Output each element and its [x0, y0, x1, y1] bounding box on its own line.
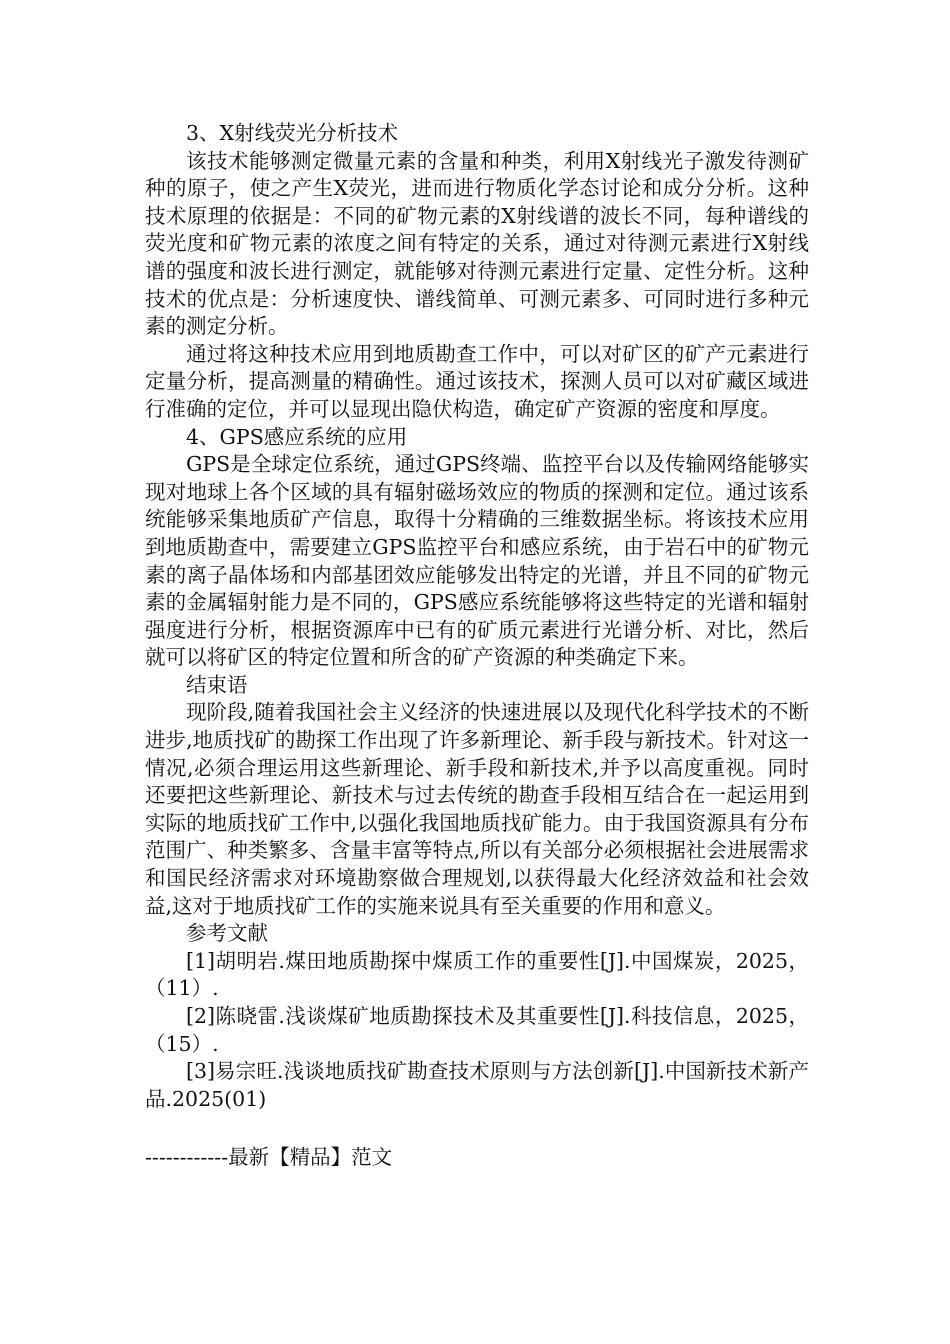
paragraph-conclusion: 现阶段,随着我国社会主义经济的快速进展以及现代化科学技术的不断进步,地质找矿的勘探工作出现了许多新理论、新手段与新技术。针对这一情况,必须合理运用这些新理论、新手段和新技术,并予以高度重视。同时还要把这些新理论、新技术与过去传统的勘查手段相互结合在一起运用到实际的地质找矿工作中,以强化我国地质找矿能力。由于我国资源具有分布范围广、种类繁多、含量丰富等特点,所以有关部分必须根据社会进展需求和国民经济需求对环境勘察做合理规划,以获得最大化经济效益和社会效益,这对于地质找矿工作的实施来说具有至关重要的作用和意义。 — [145, 700, 809, 918]
paragraph-xrf-application: 通过将这种技术应用到地质勘查工作中，可以对矿区的矿产元素进行定量分析，提高测量的精确性。通过该技术，探测人员可以对矿藏区域进行准确的定位，并可以显现出隐伏构造，确定矿产资源的密度和厚度。 — [145, 341, 809, 421]
document-body — [145, 120, 809, 1113]
section-heading-xrf: 3、X射线荧光分析技术 — [186, 121, 399, 145]
section-heading-gps: 4、GPS感应系统的应用 — [186, 424, 408, 449]
footer-tagline: ------------最新【精品】范文 — [145, 1145, 393, 1169]
reference-item-2: [2]陈晓雷.浅谈煤矿地质勘探技术及其重要性[J].科技信息，2025，（15）. — [145, 1004, 809, 1056]
section-heading-references: 参考文献 — [186, 921, 268, 946]
reference-item-3: [3]易宗旺.浅谈地质找矿勘查技术原则与方法创新[J].中国新技术新产品.2025(01) — [145, 1059, 809, 1111]
reference-item-1: [1]胡明岩.煤田地质勘探中煤质工作的重要性[J].中国煤炭，2025，（11）. — [145, 948, 809, 1001]
paragraph-xrf-principle: 该技术能够测定微量元素的含量和种类，利用X射线光子激发待测矿种的原子，使之产生X荧光，进而进行物质化学态讨论和成分分析。这种技术原理的依据是：不同的矿物元素的X射线谱的波长不同，每种谱线的荧光度和矿物元素的浓度之间有特定的关系，通过对待测元素进行X射线谱的强度和波长进行测定，就能够对待测元素进行定量、定性分析。这种技术的优点是：分析速度快、谱线简单、可测元素多、可同时进行多种元素的测定分析。 — [145, 148, 809, 339]
paragraph-gps: GPS是全球定位系统，通过GPS终端、监控平台以及传输网络能够实现对地球上各个区域的具有辐射磁场效应的物质的探测和定位。通过该系统能够采集地质矿产信息，取得十分精确的三维数据坐标。将该技术应用到地质勘查中，需要建立GPS监控平台和感应系统，由于岩石中的矿物元素的离子晶体场和内部基团效应能够发出特定的光谱，并且不同的矿物元素的金属辐射能力是不同的，GPS感应系统能够将这些特定的光谱和辐射强度进行分析，根据资源库中已有的矿质元素进行光谱分析、对比，然后就可以将矿区的特定位置和所含的矿产资源的种类确定下来。 — [145, 452, 809, 670]
section-heading-conclusion: 结束语 — [186, 672, 248, 697]
